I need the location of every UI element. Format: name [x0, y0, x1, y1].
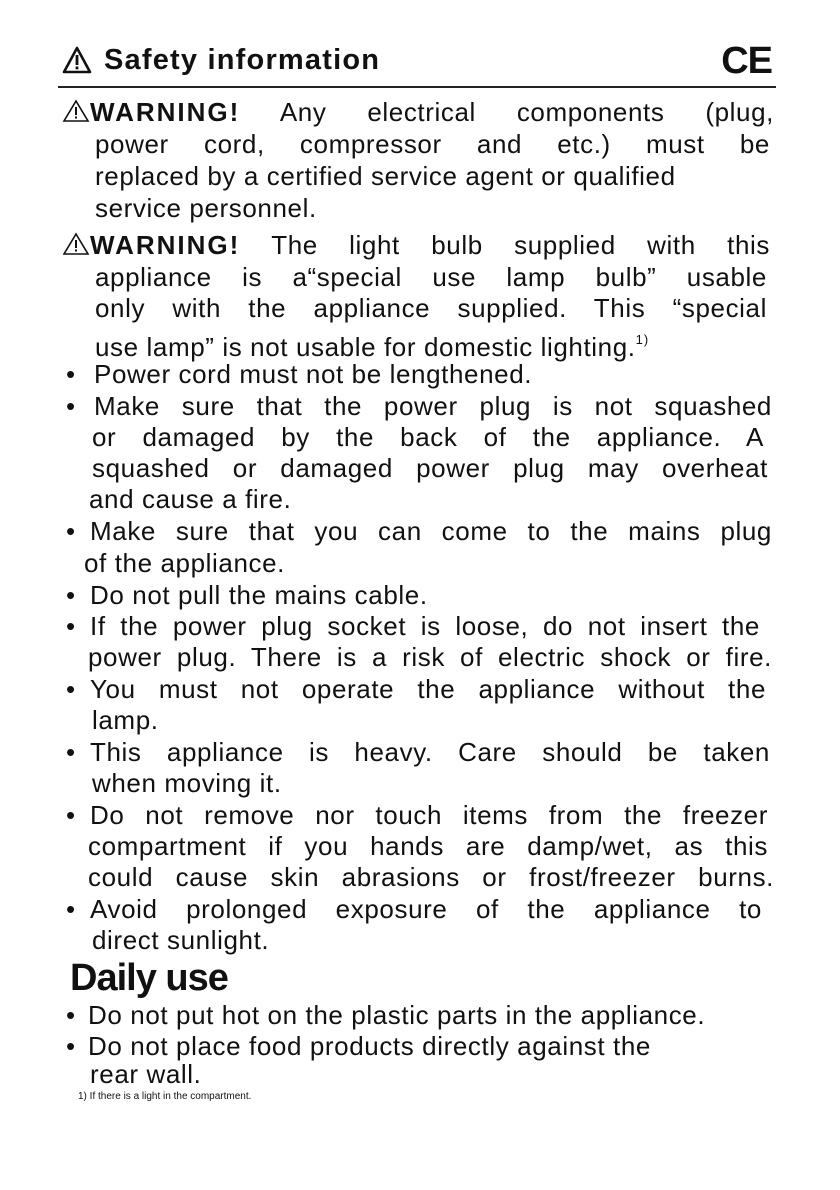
- bullet-7-line-1: Do not remove nor touch items from the freezer: [90, 800, 768, 830]
- daily-use-bullet-1-line-2: rear wall.: [90, 1059, 202, 1089]
- bullet-4-line-2: power plug. There is a risk of electric shock or fire.: [88, 642, 772, 672]
- daily-use-bullet-1-line-1: Do not place food products directly against the: [88, 1031, 651, 1061]
- warning-2-line-4: [95, 324, 649, 363]
- bullet-6-line-2: when moving it.: [92, 768, 282, 798]
- bullet-8-line-2: direct sunlight.: [92, 925, 270, 955]
- bullet-7-line-2: compartment if you hands are damp/wet, as this: [88, 831, 768, 861]
- bullet-marker: •: [66, 800, 76, 830]
- bullet-marker: •: [66, 1000, 76, 1030]
- bullet-marker: •: [66, 391, 76, 421]
- bullet-2-line-2: of the appliance.: [84, 548, 286, 578]
- bullet-marker: •: [66, 580, 76, 610]
- footnote: 1) If there is a light in the compartment.: [78, 1091, 252, 1102]
- warning-triangle-icon: [62, 46, 92, 74]
- daily-use-bullet-0-line-1: Do not put hot on the plastic parts in the appliance.: [88, 1000, 706, 1030]
- bullet-marker: •: [66, 611, 76, 641]
- ce-mark: CE: [721, 40, 772, 82]
- warning-1-line-4: service personnel.: [95, 193, 317, 223]
- page-title: Safety information: [104, 44, 381, 76]
- bullet-marker: •: [66, 516, 76, 546]
- warning-text: The light bulb supplied with this: [271, 230, 770, 260]
- bullet-7-line-3: could cause skin abrasions or frost/freezer burns.: [88, 862, 774, 892]
- bullet-marker: •: [66, 674, 76, 704]
- bullet-2-line-1: Make sure that you can come to the mains plug: [90, 516, 772, 546]
- warning-1-line-2: power cord, compressor and etc.) must be: [95, 129, 770, 159]
- page-header: [58, 40, 776, 88]
- warning-2-line-1: [62, 230, 770, 261]
- warning-1-line-3: replaced by a certified service agent or qualified: [95, 161, 676, 191]
- warning-1-line-1: [62, 97, 774, 128]
- warning-label: WARNING!: [90, 230, 241, 260]
- warning-label: WARNING!: [90, 97, 241, 127]
- bullet-marker: •: [66, 894, 76, 924]
- daily-use-heading: Daily use: [70, 957, 228, 999]
- bullet-5-line-1: You must not operate the appliance without the: [90, 674, 766, 704]
- footnote-ref: 1): [635, 332, 650, 347]
- bullet-4-line-1: If the power plug socket is loose, do not insert the: [90, 611, 760, 641]
- bullet-1-line-1: Make sure that the power plug is not squashed: [94, 391, 772, 421]
- bullet-1-line-2: or damaged by the back of the appliance. A: [92, 422, 764, 452]
- bullet-5-line-2: lamp.: [92, 705, 159, 735]
- warning-text: use lamp” is not usable for domestic lighting.: [95, 332, 636, 362]
- warning-text: Any electrical components (plug,: [279, 97, 775, 127]
- bullet-marker: •: [66, 1031, 76, 1061]
- bullet-6-line-1: This appliance is heavy. Care should be taken: [90, 737, 770, 767]
- bullet-8-line-1: Avoid prolonged exposure of the appliance to: [90, 894, 762, 924]
- bullet-3-line-1: Do not pull the mains cable.: [90, 580, 428, 610]
- bullet-marker: •: [66, 359, 76, 389]
- warning-2-line-2: appliance is a“special use lamp bulb” usable: [95, 262, 767, 292]
- warning-triangle-icon: [62, 232, 90, 256]
- bullet-1-line-3: squashed or damaged power plug may overheat: [92, 453, 768, 483]
- bullet-1-line-4: and cause a fire.: [89, 484, 292, 514]
- warning-triangle-icon: [62, 99, 90, 123]
- bullet-0-line-1: Power cord must not be lengthened.: [94, 359, 533, 389]
- warning-2-line-3: only with the appliance supplied. This “special: [95, 293, 767, 323]
- bullet-marker: •: [66, 737, 76, 767]
